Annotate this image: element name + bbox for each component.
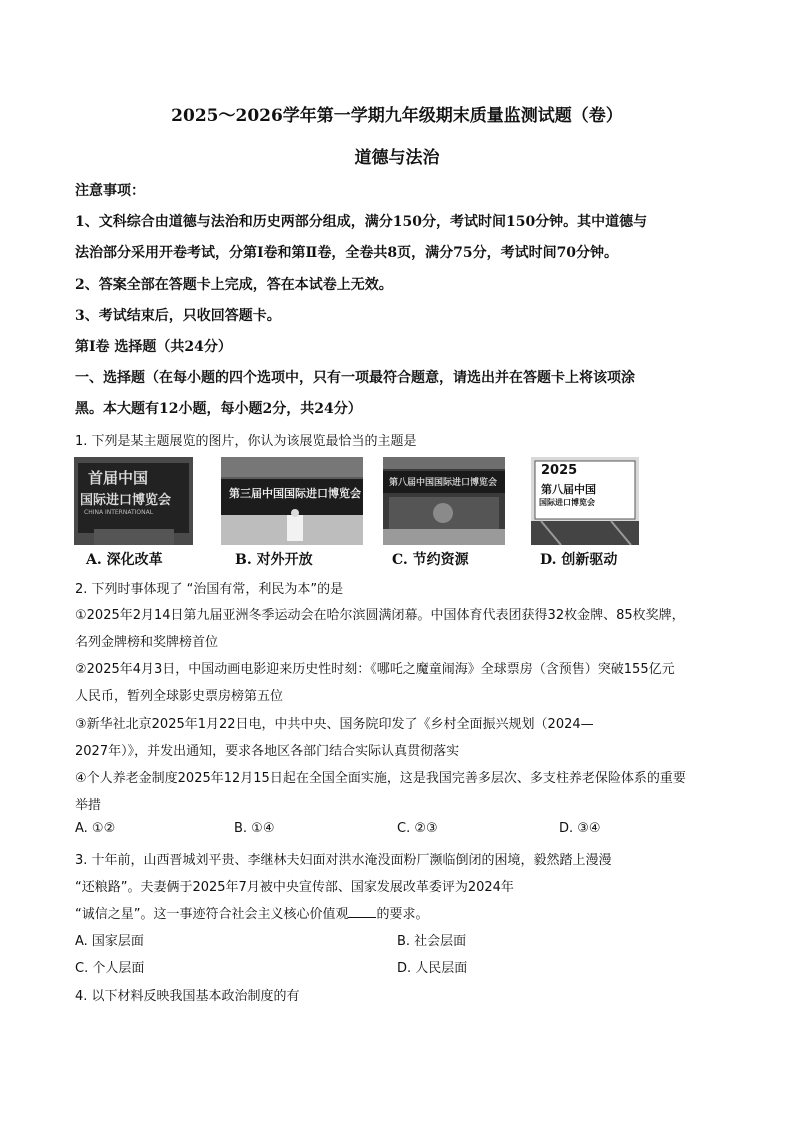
question-1-stem: 1. 下列是某主题展览的图片，你认为该展览最恰当的主题是 <box>75 434 417 449</box>
notice-item-1-line-1: 1、文科综合由道德与法治和历史两部分组成，满分150分，考试时间150分钟。其中道德与 <box>75 214 648 230</box>
q3-option-c: C. 个人层面 <box>75 961 145 976</box>
expo-photo-b <box>221 457 363 545</box>
notice-heading: 注意事项： <box>75 183 145 199</box>
part1-heading: 第Ⅰ卷 选择题（共24分） <box>75 339 232 355</box>
question-3-line-2: “还粮路”。夫妻俩于2025年7月被中央宣传部、国家发展改革委评为2024年 <box>75 880 514 895</box>
sign-text-1: 首届中国 <box>88 469 149 487</box>
q3-option-d: D. 人民层面 <box>397 961 468 976</box>
q1-option-c: C. 节约资源 <box>392 552 469 568</box>
stage-graphic <box>221 457 363 545</box>
poster-line-2: 国际进口博览会 <box>539 497 595 507</box>
q2-option-a: A. ①② <box>75 821 116 836</box>
sign-text-3: CHINA INTERNATIONAL <box>84 509 154 516</box>
q2-statement-1-line-2: 名列金牌榜和奖牌榜首位 <box>75 635 219 650</box>
q1-option-b: B. 对外开放 <box>235 552 313 568</box>
notice-item-2: 2、答案全部在答题卡上完成，答在本试卷上无效。 <box>75 277 393 293</box>
q3-option-a: A. 国家层面 <box>75 934 144 949</box>
q2-statement-1-line-1: ①2025年2月14日第九届亚洲冬季运动会在哈尔滨圆满闭幕。中国体育代表团获得32枚金牌、85枚奖牌， <box>75 608 685 623</box>
expo-photo-c <box>383 457 505 545</box>
question-2-stem: 2. 下列时事体现了 “治国有常，利民为本”的是 <box>75 582 344 597</box>
q1-option-a: A. 深化改革 <box>86 552 163 568</box>
expo-photo-a <box>74 457 193 545</box>
question-3-line-1: 3. 十年前，山西晋城刘平贵、李继林夫妇面对洪水淹没面粉厂濒临倒闭的困境，毅然踏上漫漫 <box>75 853 612 868</box>
q3-option-b: B. 社会层面 <box>397 934 467 949</box>
q2-statement-3-line-1: ③新华社北京2025年1月22日电，中共中央、国务院印发了《乡村全面振兴规划（2024— <box>75 717 594 732</box>
q2-statement-4-line-1: ④个人养老金制度2025年12月15日起在全国全面实施，这是我国完善多层次、多支柱养老保险体系的重要 <box>75 771 686 786</box>
q1-option-d: D. 创新驱动 <box>540 552 618 568</box>
q2-option-d: D. ③④ <box>559 821 601 836</box>
question-3-line-3 <box>75 903 429 922</box>
expo-photo-d <box>531 457 639 545</box>
subject-title: 道德与法治 <box>354 148 440 168</box>
notice-item-1-line-2: 法治部分采用开卷考试，分第Ⅰ卷和第Ⅱ卷，全卷共8页，满分75分，考试时间70分钟。 <box>75 245 619 261</box>
section-heading-line-1: 一、选择题（在每小题的四个选项中，只有一项最符合题意，请选出并在答题卡上将该项涂 <box>75 370 635 386</box>
building-graphic <box>383 457 505 545</box>
question-4-stem: 4. 以下材料反映我国基本政治制度的有 <box>75 989 300 1004</box>
q2-option-b: B. ①④ <box>234 821 275 836</box>
stage-banner: 第三届中国国际进口博览会 <box>229 487 361 500</box>
q3-text-before-blank: “诚信之星”。这一事迹符合社会主义核心价值观 <box>75 907 349 922</box>
answer-blank <box>348 905 376 918</box>
building-banner: 第八届中国国际进口博览会 <box>389 478 498 488</box>
q2-statement-2-line-1: ②2025年4月3日，中国动画电影迎来历史性时刻：《哪吒之魔童闹海》全球票房（含预售）突破155亿元 <box>75 662 675 677</box>
notice-item-3: 3、考试结束后，只收回答题卡。 <box>75 308 281 324</box>
q2-statement-4-line-2: 举措 <box>75 798 102 813</box>
q2-option-c: C. ②③ <box>397 821 438 836</box>
section-heading-line-2: 黑。本大题有12小题，每小题2分，共24分） <box>75 401 362 417</box>
exam-title: 2025～2026学年第一学期九年级期末质量监测试题（卷） <box>171 106 623 126</box>
q3-text-after-blank: 的要求。 <box>376 907 429 922</box>
sign-text-2: 国际进口博览会 <box>80 493 172 508</box>
poster-year: 2025 <box>541 463 578 478</box>
poster-line-1: 第八届中国 <box>541 483 596 496</box>
q2-statement-2-line-2: 人民币，暂列全球影史票房榜第五位 <box>75 689 284 704</box>
q2-statement-3-line-2: 2027年）》，并发出通知，要求各地区各部门结合实际认真贯彻落实 <box>75 744 460 759</box>
